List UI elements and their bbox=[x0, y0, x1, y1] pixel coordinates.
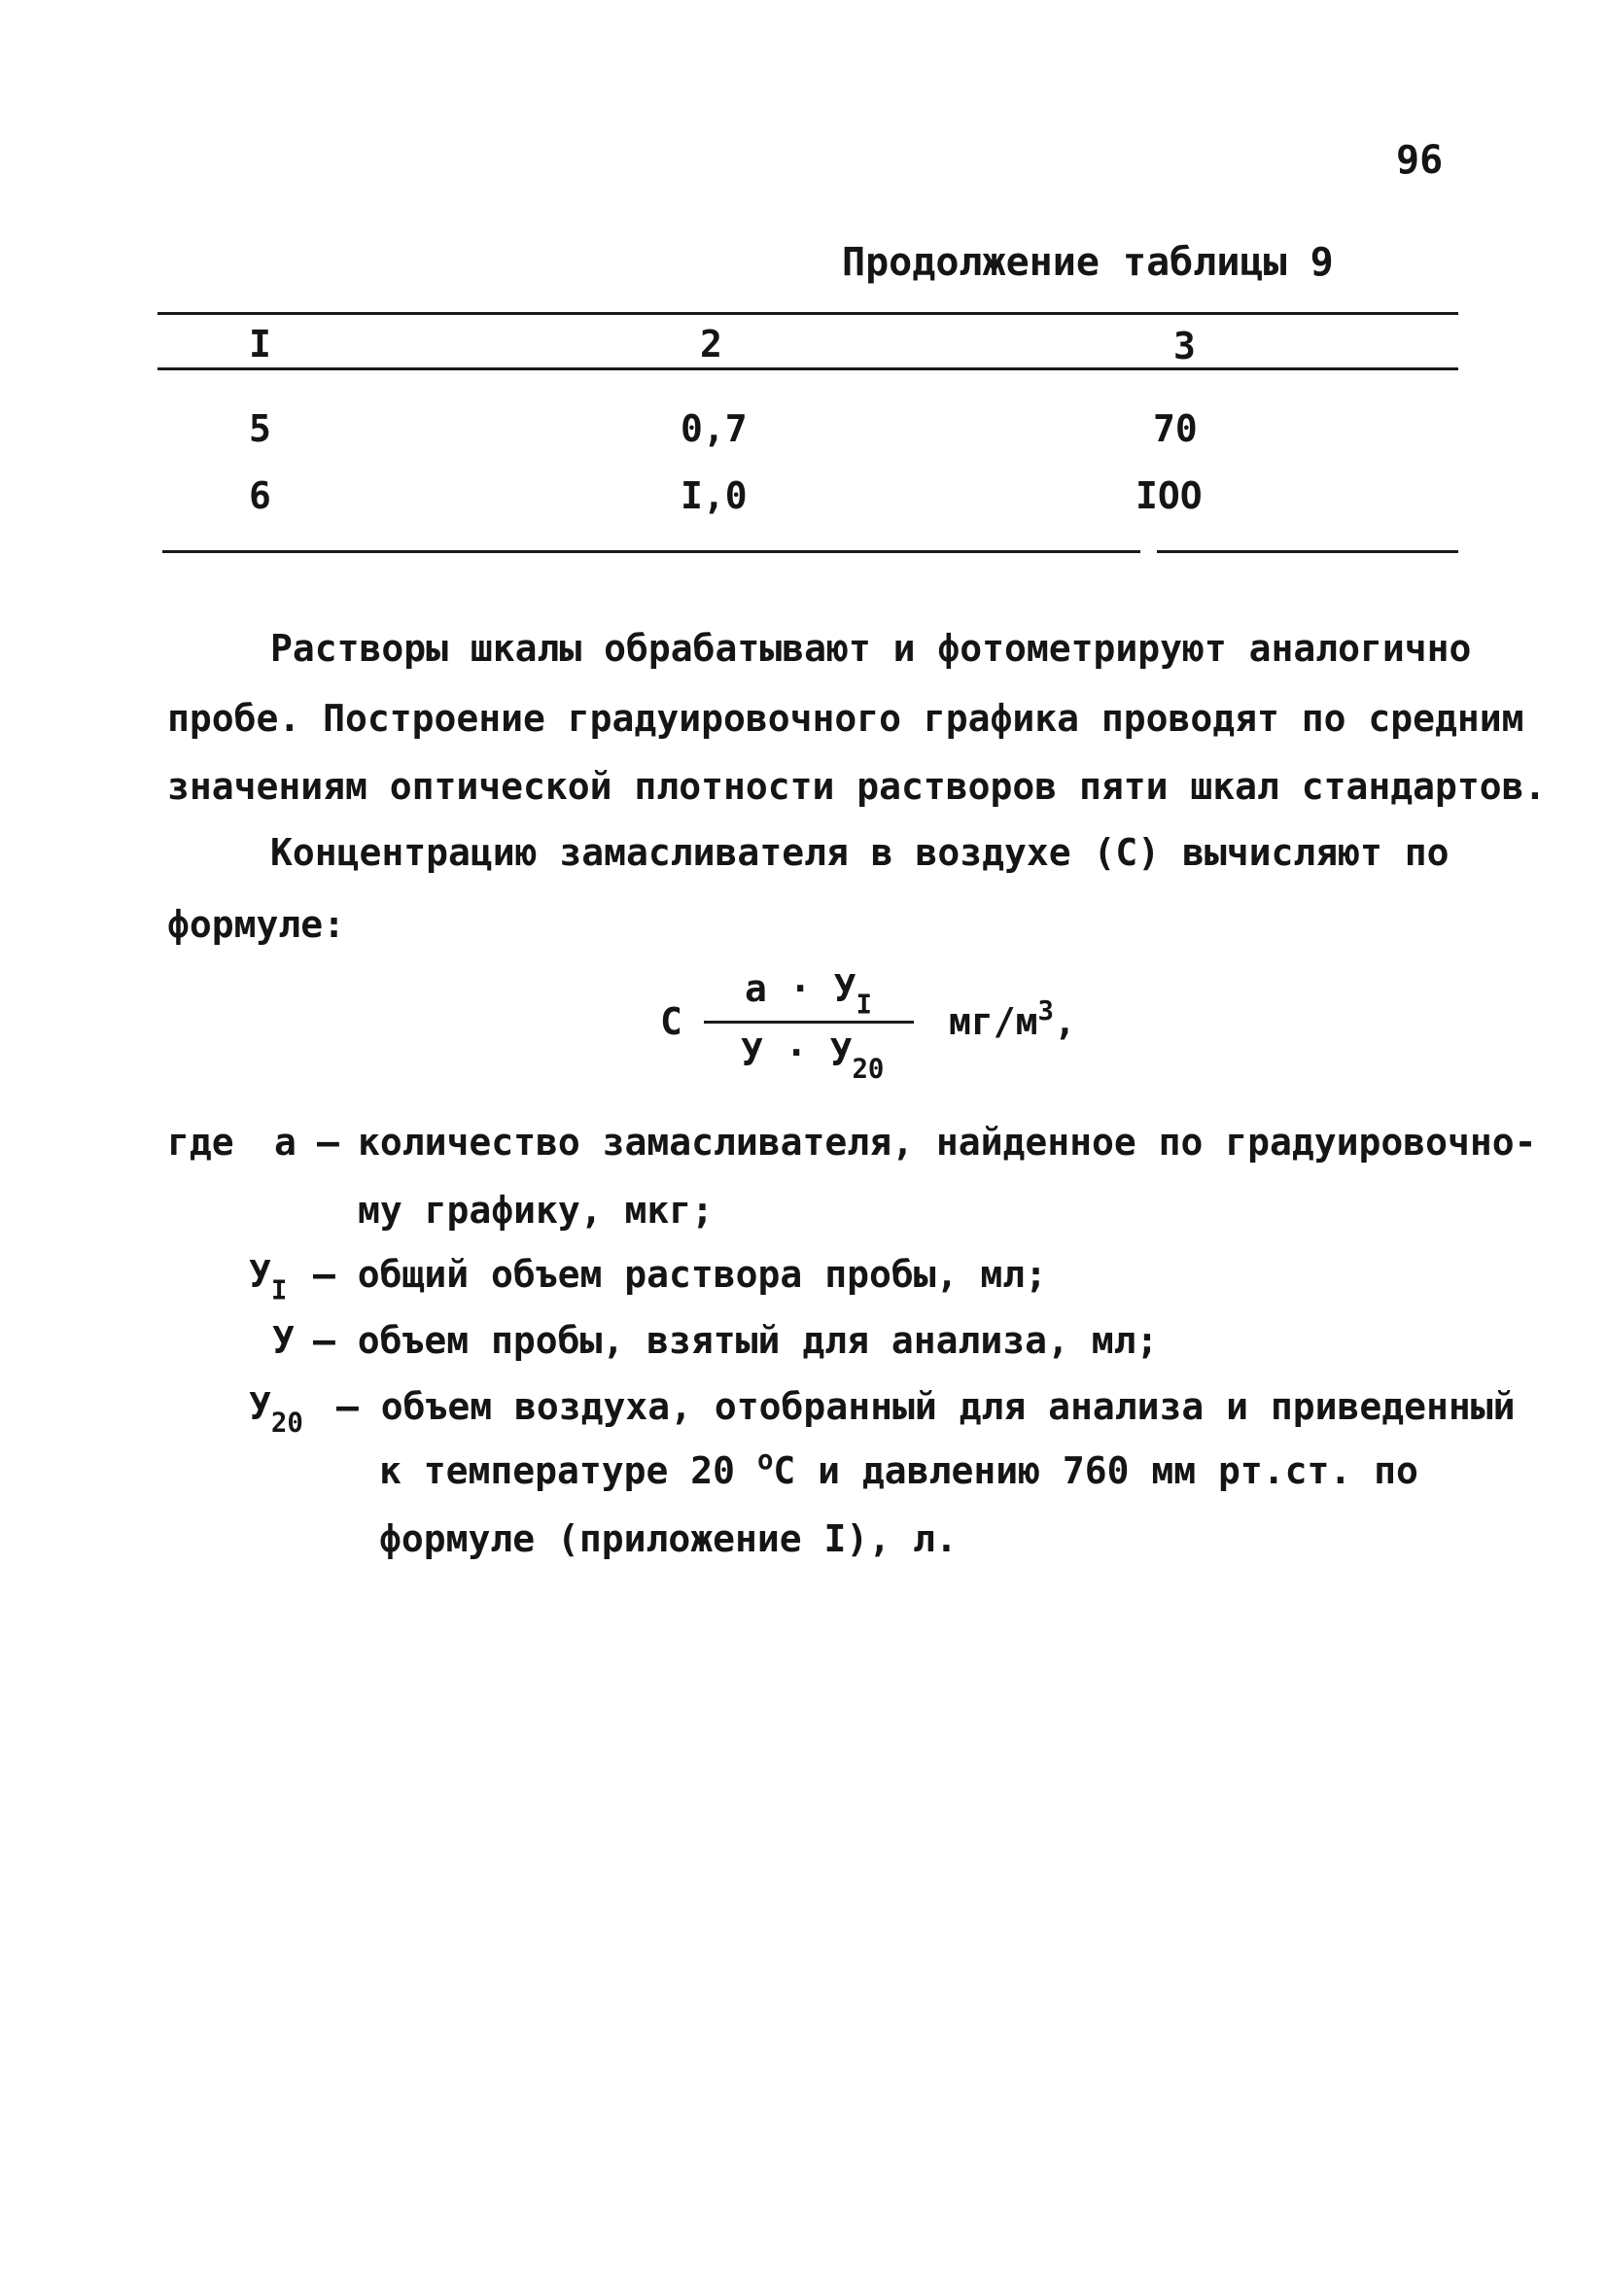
formula-den-v20: У bbox=[829, 1031, 853, 1074]
paragraph-line: пробе. Построение градуировочного графика проводят по средним bbox=[167, 697, 1524, 740]
legend-v20-line1: – объем воздуха, отобранный для анализа и приведенный bbox=[336, 1385, 1516, 1428]
formula-num-dot: · bbox=[788, 967, 812, 1010]
legend-v-text: – объем пробы, взятый для анализа, мл; bbox=[313, 1319, 1159, 1362]
formula-num-v-sub: I bbox=[856, 990, 872, 1021]
table-caption: Продолжение таблицы 9 bbox=[842, 240, 1334, 285]
formula-den-dot: · bbox=[785, 1031, 808, 1074]
legend-v20-sub: 20 bbox=[270, 1408, 303, 1439]
table-header-rule bbox=[157, 367, 1458, 370]
table-header-col-3: 3 bbox=[1173, 325, 1196, 367]
formula-unit-tail: , bbox=[1054, 1000, 1076, 1043]
legend-a-dash: – bbox=[317, 1121, 339, 1164]
formula-den-v20-sub: 20 bbox=[852, 1054, 885, 1085]
legend-v20-line2 bbox=[379, 1444, 1418, 1492]
formula-num-v: У bbox=[833, 967, 856, 1010]
table-cell: 5 bbox=[249, 407, 271, 450]
paragraph-line: Концентрацию замасливателя в воздухе (С) вычисляют по bbox=[270, 831, 1450, 874]
paragraph-line: формуле: bbox=[167, 903, 346, 946]
table-cell: 70 bbox=[1153, 407, 1198, 450]
legend-v1-letter: У bbox=[249, 1253, 271, 1296]
table-cell: 0,7 bbox=[681, 407, 748, 450]
legend-v20-symbol bbox=[249, 1385, 303, 1439]
legend-v20-letter: У bbox=[249, 1385, 271, 1428]
table-cell: 6 bbox=[249, 474, 271, 517]
paragraph-line: значениям оптической плотности растворов пяти шкал стандартов. bbox=[167, 765, 1547, 808]
paragraph-line: Растворы шкалы обрабатывают и фотометрируют аналогично bbox=[270, 627, 1472, 670]
formula-unit-sup: 3 bbox=[1037, 995, 1054, 1026]
legend-v1-symbol bbox=[249, 1253, 288, 1306]
legend-v20-line2-a: к температуре 20 bbox=[379, 1449, 757, 1492]
legend-v20-line3: формуле (приложение I), л. bbox=[379, 1517, 958, 1560]
table-cell: IOO bbox=[1135, 474, 1203, 517]
table-header-col-1: I bbox=[249, 323, 271, 365]
formula-unit bbox=[949, 995, 1076, 1043]
legend-v1-sub: I bbox=[270, 1275, 288, 1306]
page-number: 96 bbox=[1396, 138, 1444, 183]
degree-sup: о bbox=[756, 1444, 774, 1476]
formula-lhs: С bbox=[660, 1000, 682, 1043]
table-top-rule bbox=[157, 312, 1458, 315]
legend-a-line2: му графику, мкг; bbox=[358, 1189, 715, 1232]
legend-a-symbol: а bbox=[274, 1121, 297, 1164]
table-bottom-rule-left bbox=[162, 550, 1140, 553]
table-cell: I,0 bbox=[681, 474, 748, 517]
formula-numerator bbox=[745, 967, 872, 1021]
legend-v20-line2-b: С и давлению 760 мм рт.ст. по bbox=[773, 1449, 1418, 1492]
table-bottom-rule-right bbox=[1157, 550, 1458, 553]
fraction-bar bbox=[704, 1021, 914, 1024]
formula-den-v: У bbox=[741, 1031, 763, 1074]
formula-unit-text: мг/м bbox=[949, 1000, 1038, 1043]
legend-v1-text: – общий объем раствора пробы, мл; bbox=[313, 1253, 1047, 1296]
legend-a-line1: количество замасливателя, найденное по градуировочно- bbox=[358, 1121, 1537, 1164]
formula-denominator bbox=[741, 1031, 885, 1085]
legend-where: где bbox=[167, 1121, 234, 1164]
formula-num-a: а bbox=[745, 967, 767, 1010]
legend-v-symbol: У bbox=[272, 1319, 295, 1362]
table-header-col-2: 2 bbox=[700, 323, 722, 365]
